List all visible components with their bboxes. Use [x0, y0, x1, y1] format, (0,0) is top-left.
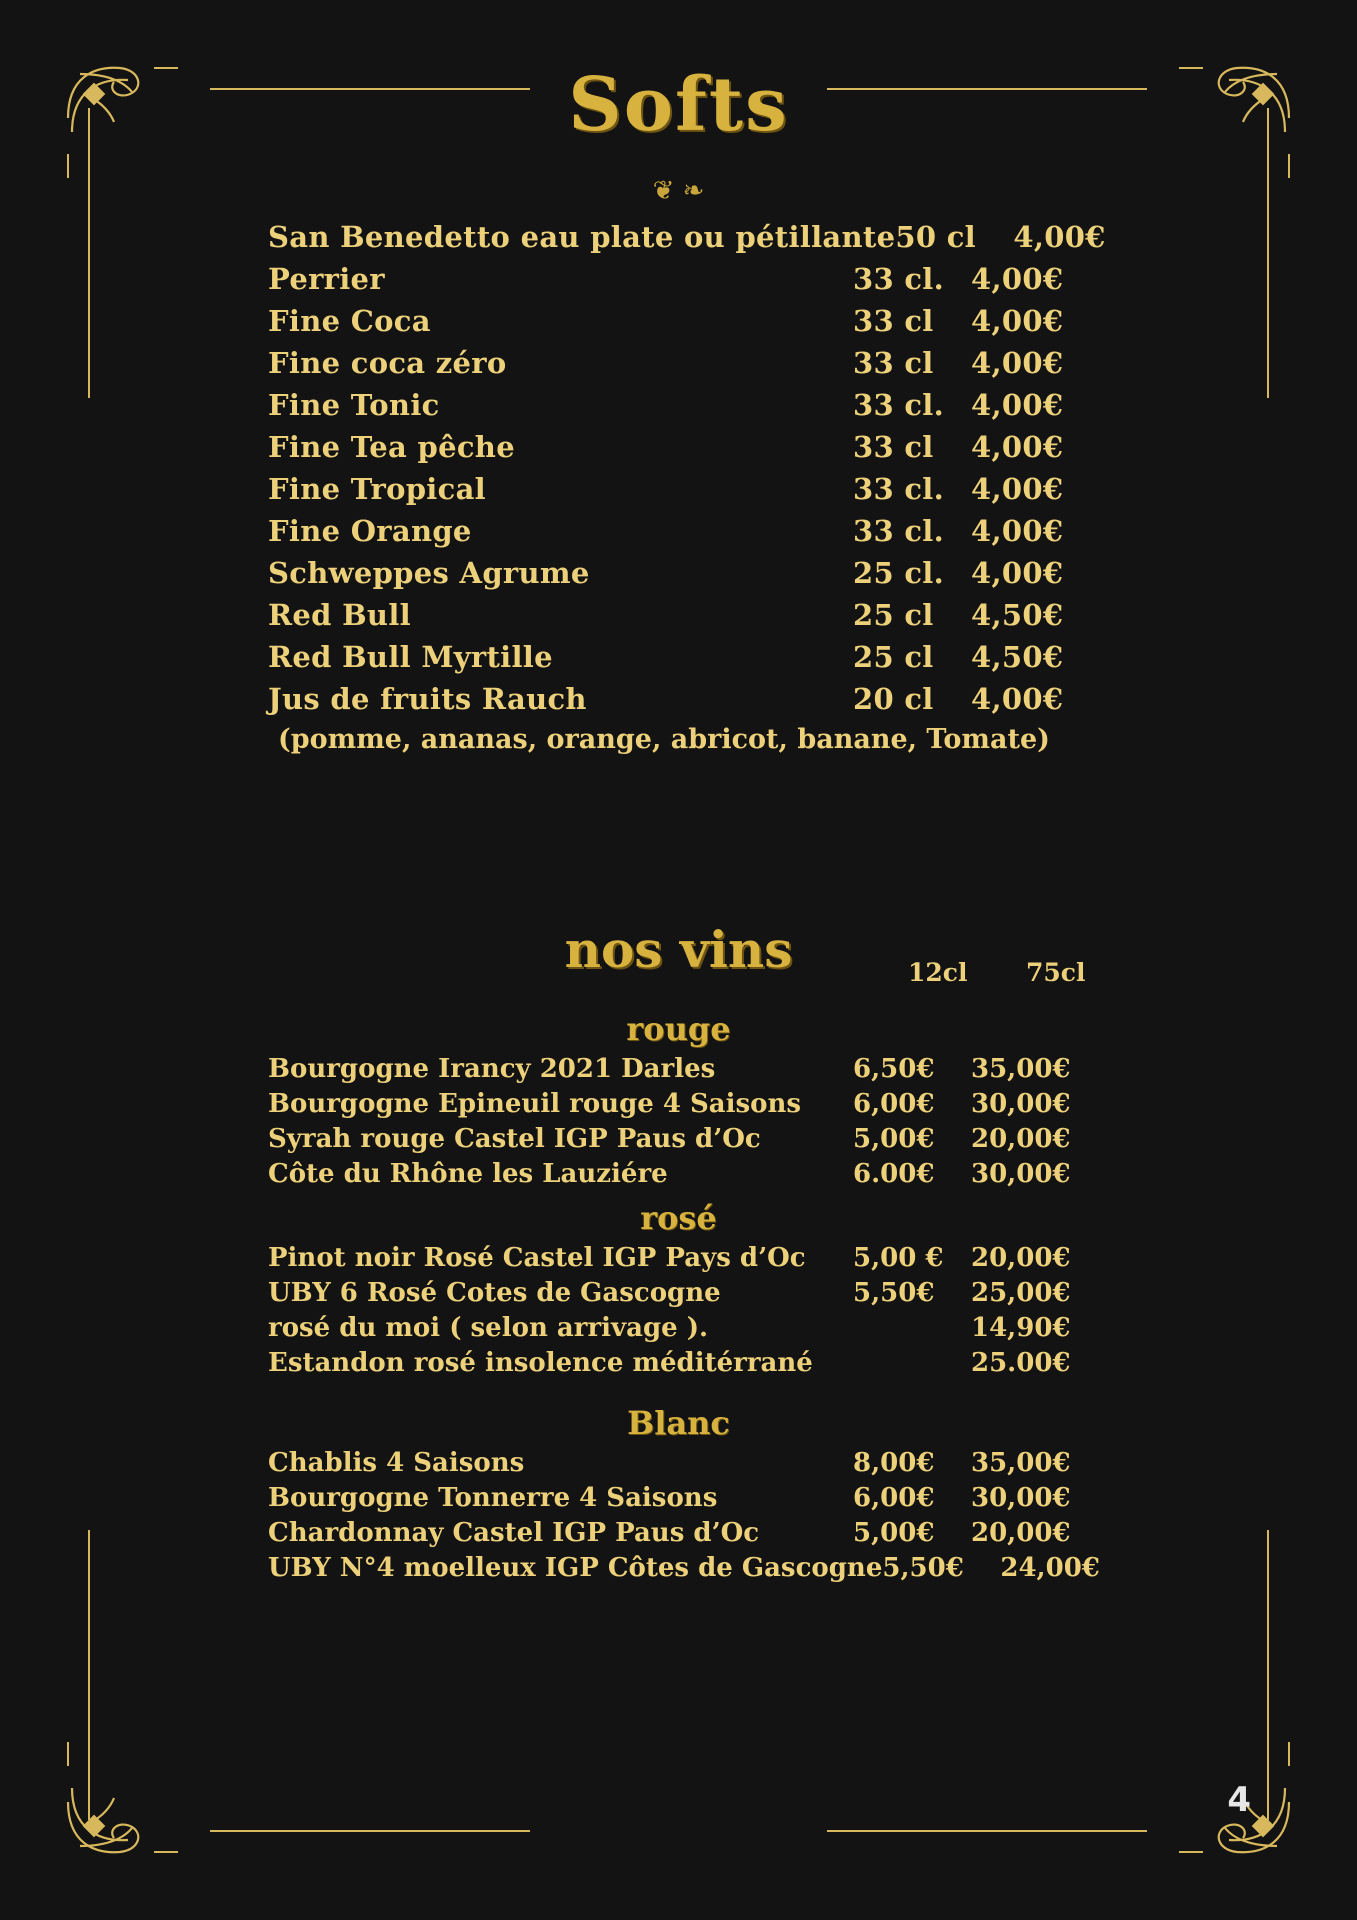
- list-item: [268, 682, 1089, 716]
- wine-name: Pinot noir Rosé Castel IGP Pays d’Oc: [268, 1243, 806, 1273]
- table-row: [268, 1483, 1089, 1513]
- item-name: Fine Tea pêche: [268, 430, 515, 464]
- column-header-12cl: 12cl: [908, 958, 968, 987]
- item-volume: 33 cl: [853, 304, 934, 338]
- item-name: Red Bull: [268, 598, 411, 632]
- wine-name: Bourgogne Tonnerre 4 Saisons: [268, 1483, 718, 1513]
- item-name: San Benedetto eau plate ou pétillante: [268, 220, 896, 254]
- wine-category-blanc: Blanc: [627, 1404, 730, 1442]
- border-line-bottom-left: [210, 1830, 530, 1832]
- wine-price-12cl: 6,50€: [853, 1054, 935, 1084]
- flourish-ornament-icon: ❦ ❧: [652, 176, 705, 206]
- wine-price-75cl: 30,00€: [971, 1089, 1071, 1119]
- item-name: Fine Coca: [268, 304, 431, 338]
- item-volume: 50 cl: [895, 220, 976, 254]
- item-price: 4,00€: [971, 472, 1064, 506]
- wine-price-75cl: 25.00€: [971, 1348, 1071, 1378]
- item-price: 4,00€: [971, 346, 1064, 380]
- item-price: 4,50€: [971, 640, 1064, 674]
- item-volume: 33 cl.: [853, 388, 945, 422]
- wine-price-12cl: 8,00€: [853, 1448, 935, 1478]
- item-volume: 25 cl: [853, 640, 934, 674]
- table-row: [268, 1054, 1089, 1084]
- item-price: 4,00€: [971, 388, 1064, 422]
- list-item: [268, 598, 1089, 632]
- border-line-left-top: [88, 108, 90, 398]
- page-number: 4: [1227, 1780, 1251, 1820]
- page-title: Softs: [568, 62, 789, 148]
- wine-name: Chablis 4 Saisons: [268, 1448, 525, 1478]
- table-row: [268, 1243, 1089, 1273]
- list-item: [268, 262, 1089, 296]
- table-row: [268, 1159, 1089, 1189]
- wine-name: Estandon rosé insolence méditérrané: [268, 1348, 813, 1378]
- item-price: 4,50€: [971, 598, 1064, 632]
- item-price: 4,00€: [971, 430, 1064, 464]
- table-row: [268, 1089, 1089, 1119]
- item-price: 4,00€: [971, 514, 1064, 548]
- item-price: 4,00€: [971, 556, 1064, 590]
- list-item: [268, 304, 1089, 338]
- wine-price-75cl: 35,00€: [971, 1054, 1071, 1084]
- column-header-75cl: 75cl: [1026, 958, 1086, 987]
- juice-flavours-note: (pomme, ananas, orange, abricot, banane, Tomate): [278, 724, 1050, 755]
- wine-price-12cl: 6,00€: [853, 1089, 935, 1119]
- softs-list: [268, 220, 1106, 755]
- wine-price-75cl: 30,00€: [971, 1159, 1071, 1189]
- item-name: Fine Orange: [268, 514, 472, 548]
- wines-title: nos vins: [564, 920, 793, 979]
- item-name: Fine coca zéro: [268, 346, 507, 380]
- list-item: [268, 430, 1089, 464]
- wine-price-12cl: 6.00€: [853, 1159, 935, 1189]
- list-item: [268, 472, 1089, 506]
- wine-price-75cl: 20,00€: [971, 1243, 1071, 1273]
- list-item: [268, 388, 1089, 422]
- wine-price-12cl: 5,00 €: [853, 1243, 944, 1273]
- wine-price-75cl: 24,00€: [1000, 1553, 1100, 1583]
- table-row: [268, 1448, 1089, 1478]
- wine-price-75cl: 35,00€: [971, 1448, 1071, 1478]
- item-volume: 33 cl: [853, 430, 934, 464]
- wine-price-12cl: 5,00€: [853, 1518, 935, 1548]
- list-item: [268, 220, 1106, 254]
- wine-price-12cl: 5,50€: [882, 1553, 964, 1583]
- wine-category-rouge: rouge: [626, 1010, 731, 1048]
- item-volume: 25 cl.: [853, 556, 945, 590]
- border-line-left-bottom: [88, 1530, 90, 1820]
- item-volume: 20 cl: [853, 682, 934, 716]
- item-name: Fine Tropical: [268, 472, 486, 506]
- item-price: 4,00€: [971, 262, 1064, 296]
- wine-name: UBY N°4 moelleux IGP Côtes de Gascogne: [268, 1553, 883, 1583]
- wine-name: rosé du moi ( selon arrivage ).: [268, 1313, 709, 1343]
- wines-column-headers: [908, 958, 1144, 987]
- wine-price-75cl: 20,00€: [971, 1518, 1071, 1548]
- list-item: [268, 514, 1089, 548]
- item-price: 4,00€: [971, 682, 1064, 716]
- border-line-right-bottom: [1267, 1530, 1269, 1820]
- table-row: [268, 1553, 1100, 1583]
- item-volume: 33 cl.: [853, 472, 945, 506]
- item-volume: 33 cl.: [853, 514, 945, 548]
- wine-name: Syrah rouge Castel IGP Paus d’Oc: [268, 1124, 761, 1154]
- table-row: [268, 1313, 1089, 1343]
- wine-price-75cl: 14,90€: [971, 1313, 1071, 1343]
- wine-price-75cl: 30,00€: [971, 1483, 1071, 1513]
- item-price: 4,00€: [971, 304, 1064, 338]
- wine-price-12cl: 5,50€: [853, 1278, 935, 1308]
- item-name: Red Bull Myrtille: [268, 640, 553, 674]
- item-price: 4,00€: [1013, 220, 1106, 254]
- item-volume: 33 cl.: [853, 262, 945, 296]
- item-volume: 25 cl: [853, 598, 934, 632]
- wines-list: [268, 1000, 1100, 1588]
- wine-name: Bourgogne Epineuil rouge 4 Saisons: [268, 1089, 802, 1119]
- ornament-corner-icon: [58, 1712, 208, 1862]
- ornament-corner-icon: [1149, 1712, 1299, 1862]
- item-name: Perrier: [268, 262, 385, 296]
- wine-price-75cl: 25,00€: [971, 1278, 1071, 1308]
- wine-name: Côte du Rhône les Lauziére: [268, 1159, 668, 1189]
- table-row: [268, 1518, 1089, 1548]
- wine-price-12cl: 6,00€: [853, 1483, 935, 1513]
- item-name: Schweppes Agrume: [268, 556, 590, 590]
- wine-name: Bourgogne Irancy 2021 Darles: [268, 1054, 716, 1084]
- wine-name: UBY 6 Rosé Cotes de Gascogne: [268, 1278, 721, 1308]
- wine-category-rose: rosé: [640, 1199, 717, 1237]
- wine-price-75cl: 20,00€: [971, 1124, 1071, 1154]
- table-row: [268, 1278, 1089, 1308]
- list-item: [268, 346, 1089, 380]
- wine-name: Chardonnay Castel IGP Paus d’Oc: [268, 1518, 760, 1548]
- list-item: [268, 640, 1089, 674]
- table-row: [268, 1348, 1089, 1378]
- wine-price-12cl: 5,00€: [853, 1124, 935, 1154]
- border-line-bottom-right: [827, 1830, 1147, 1832]
- item-name: Fine Tonic: [268, 388, 440, 422]
- border-line-right-top: [1267, 108, 1269, 398]
- item-name: Jus de fruits Rauch: [268, 682, 587, 716]
- table-row: [268, 1124, 1089, 1154]
- list-item: [268, 556, 1089, 590]
- item-volume: 33 cl: [853, 346, 934, 380]
